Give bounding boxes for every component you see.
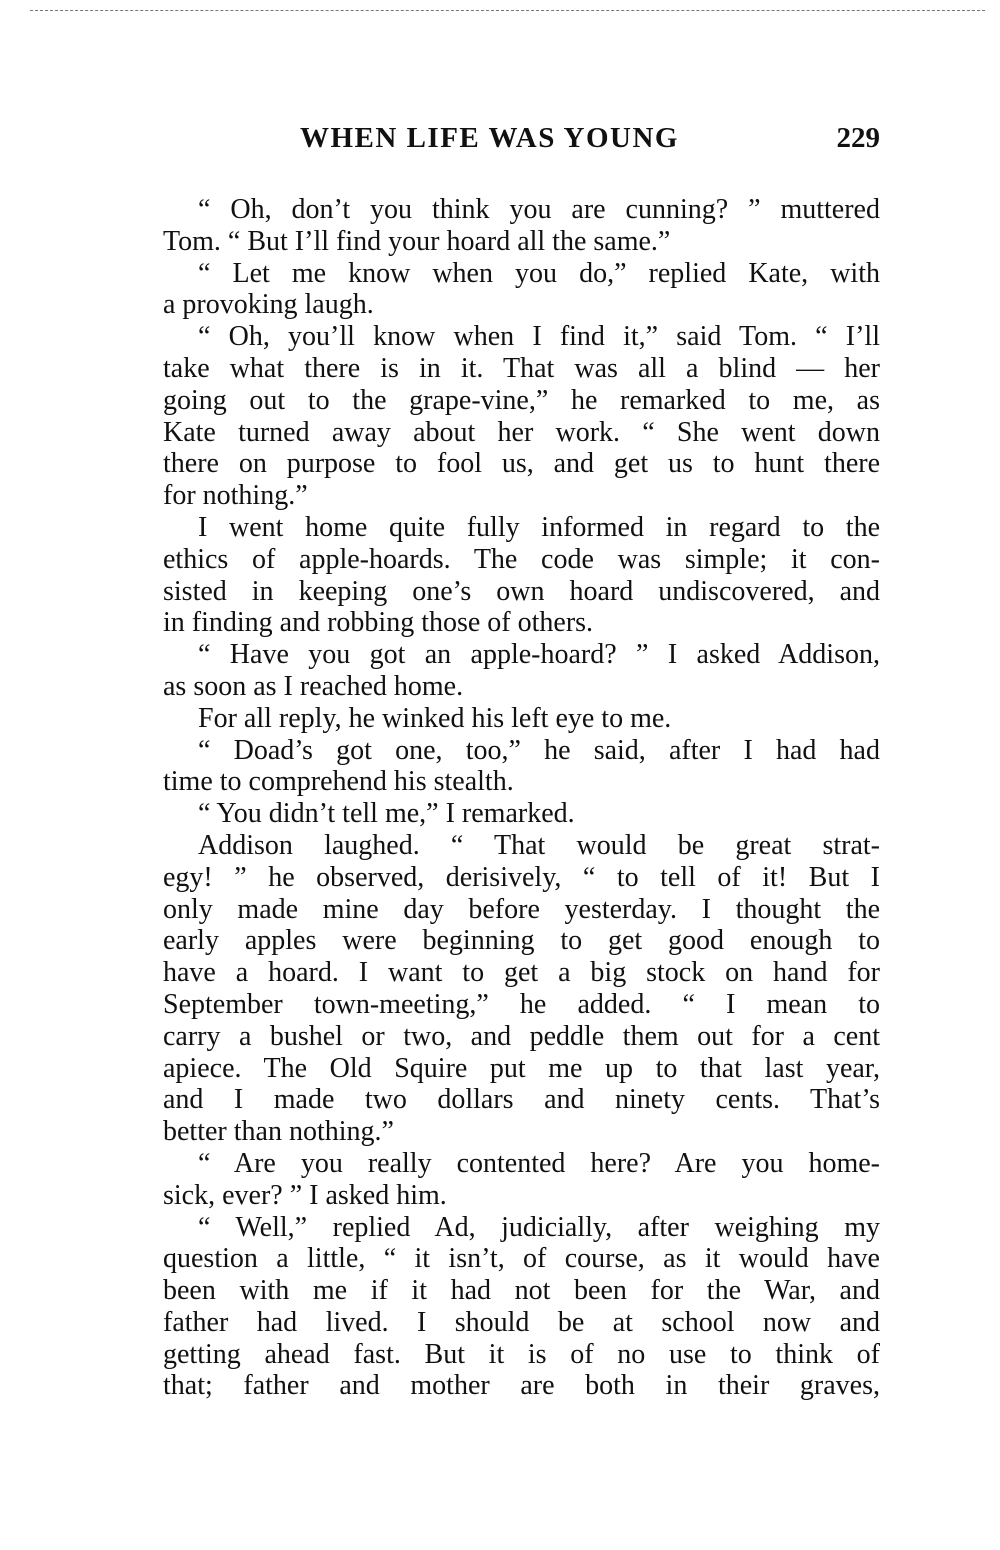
text-line: father had lived. I should be at school now and <box>163 1306 880 1338</box>
text-line: and I made two dollars and ninety cents. That’s <box>163 1084 880 1116</box>
text-line: carry a bushel or two, and peddle them out for a cent <box>163 1020 880 1052</box>
text-line: ethics of apple-hoards. The code was simple; it con- <box>163 543 880 575</box>
text-line: have a hoard. I want to get a big stock on hand for <box>163 957 880 989</box>
text-line: that; father and mother are both in their graves, <box>163 1370 880 1402</box>
text-line: Kate turned away about her work. “ She went down <box>163 416 880 448</box>
text-line: going out to the grape-vine,” he remarked to me, as <box>163 384 880 416</box>
page-header <box>300 122 880 162</box>
text-line: apiece. The Old Squire put me up to that last year, <box>163 1052 880 1084</box>
text-line: been with me if it had not been for the War, and <box>163 1275 880 1307</box>
text-line: I went home quite fully informed in regard to the <box>198 511 880 543</box>
text-line: getting ahead fast. But it is of no use to think of <box>163 1338 880 1370</box>
text-line: “ Oh, don’t you think you are cunning? ” muttered <box>198 194 880 225</box>
text-line: a provoking laugh. <box>163 289 374 321</box>
text-line: “ You didn’t tell me,” I remarked. <box>198 798 575 830</box>
running-title: WHEN LIFE WAS YOUNG <box>300 122 679 154</box>
text-line: in finding and robbing those of others. <box>163 607 594 639</box>
text-line: “ Have you got an apple-hoard? ” I asked Addison, <box>198 639 880 671</box>
text-line: Addison laughed. “ That would be great strat- <box>198 829 880 861</box>
text-line: only made mine day before yesterday. I thought the <box>163 893 880 925</box>
text-line: egy! ” he observed, derisively, “ to tell of it! But I <box>163 861 880 893</box>
text-line: take what there is in it. That was all a blind — her <box>163 352 880 384</box>
text-line: better than nothing.” <box>163 1116 394 1148</box>
text-line: Tom. “ But I’ll find your hoard all the same.” <box>163 225 671 257</box>
text-line: “ Let me know when you do,” replied Kate, with <box>198 257 880 289</box>
body-text <box>163 194 880 1402</box>
text-line: time to comprehend his stealth. <box>163 766 514 798</box>
text-line: sick, ever? ” I asked him. <box>163 1179 447 1211</box>
page-edge-rule <box>30 10 985 11</box>
text-line: as soon as I reached home. <box>163 670 464 702</box>
text-line: September town-meeting,” he added. “ I mean to <box>163 988 880 1020</box>
text-line: there on purpose to fool us, and get us to hunt there <box>163 448 880 480</box>
text-line: “ Well,” replied Ad, judicially, after weighing my <box>198 1211 880 1243</box>
text-line: “ Oh, you’ll know when I find it,” said Tom. “ I’ll <box>198 321 880 353</box>
text-line: For all reply, he winked his left eye to me. <box>198 702 672 734</box>
text-line: “ Doad’s got one, too,” he said, after I had had <box>198 734 880 766</box>
text-line: sisted in keeping one’s own hoard undiscovered, and <box>163 575 880 607</box>
text-line: early apples were beginning to get good enough to <box>163 925 880 957</box>
text-line: question a little, “ it isn’t, of course, as it would have <box>163 1243 880 1275</box>
text-line: for nothing.” <box>163 480 308 512</box>
text-line: “ Are you really contented here? Are you home- <box>198 1147 880 1179</box>
page-number: 229 <box>836 122 880 154</box>
